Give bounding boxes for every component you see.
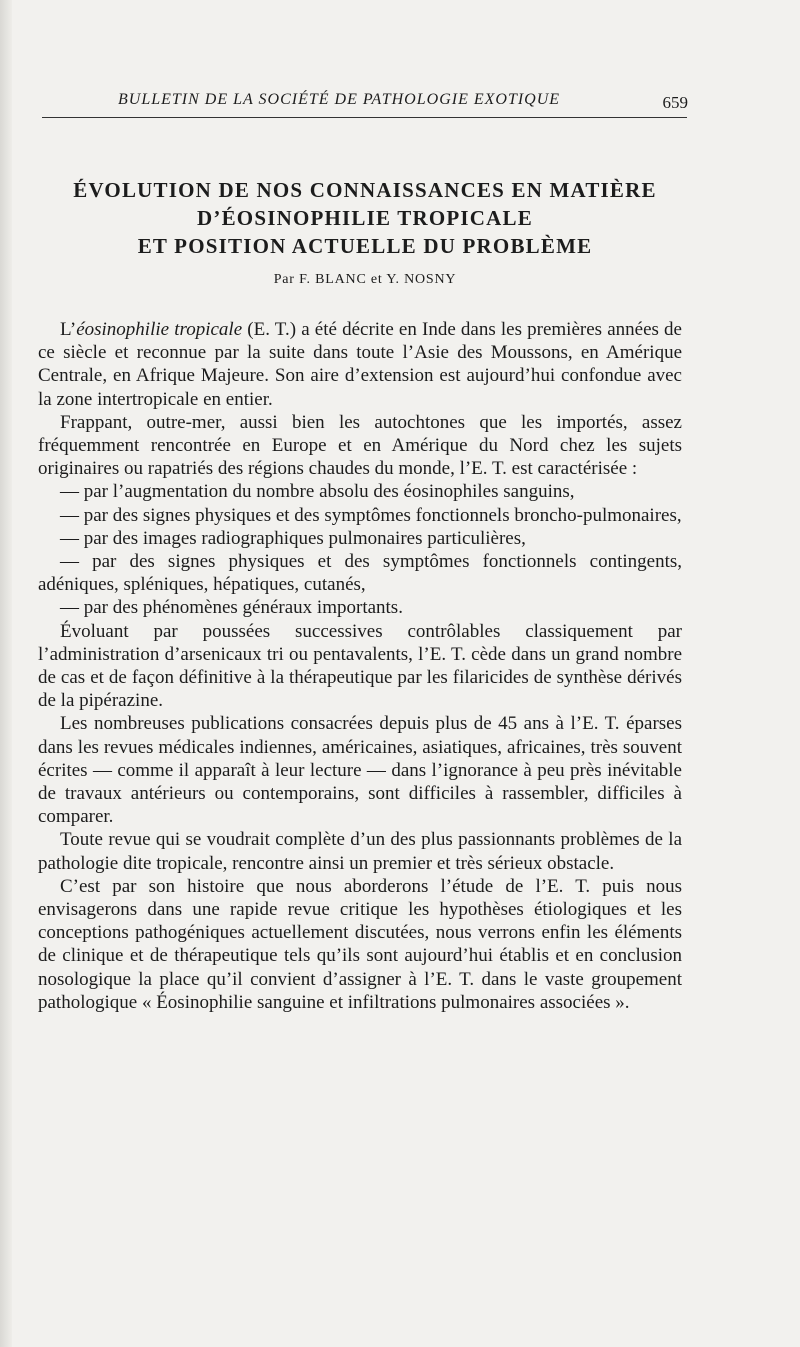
page-number: 659 bbox=[662, 93, 688, 112]
authors-byline: Par F. BLANC et Y. NOSNY bbox=[273, 272, 457, 287]
criteria-item: — par des phénomènes généraux importants. bbox=[60, 597, 403, 619]
paragraph: Frappant, outre-mer, aussi bien les autochtones que les importés, assez fréquemment rencontrée en Europe et en Amérique du Nord chez les sujets originaires ou rapatriés des régions chaudes du monde, l’E. T. est caractérisée : bbox=[38, 411, 682, 480]
intro-prefix: L’ bbox=[60, 319, 77, 340]
intro-paragraph bbox=[38, 318, 682, 411]
paragraph: Toute revue qui se voudrait complète d’un des plus passionnants problèmes de la pathologie dite tropicale, rencontre ainsi un premier et très sérieux obstacle. bbox=[38, 829, 682, 874]
journal-title: BULLETIN DE LA SOCIÉTÉ DE PATHOLOGIE EXOTIQUE bbox=[118, 91, 561, 108]
paragraph: Les nombreuses publications consacrées depuis plus de 45 ans à l’E. T. éparses dans les revues médicales indiennes, américaines, asiatiques, africaines, très souvent écrites — comme il apparaît à leur lecture — dans l’ignorance à peu près inévitable de travaux antérieurs ou contemporains, sont difficiles à rassembler, difficiles à comparer. bbox=[38, 713, 682, 828]
criteria-item: — par des signes physiques et des symptômes fonctionnels broncho-pulmonaires, bbox=[60, 504, 682, 526]
criteria-item: — par des signes physiques et des symptômes fonctionnels contingents, adéniques, spléniques, hépatiques, cutanés, bbox=[38, 551, 682, 596]
header-rule bbox=[42, 117, 687, 118]
title-line: D’ÉOSINOPHILIE TROPICALE bbox=[197, 206, 533, 230]
running-header bbox=[118, 91, 688, 115]
intro-term: éosinophilie tropicale bbox=[76, 319, 243, 340]
title-line: ÉVOLUTION DE NOS CONNAISSANCES EN MATIÈRE bbox=[73, 178, 657, 202]
title-line: ET POSITION ACTUELLE DU PROBLÈME bbox=[137, 234, 593, 258]
intro-rest: (E. T.) a été décrite en Inde dans les premières années de ce siècle et reconnue par la suite dans toute l’Asie des Moussons, en Amérique Centrale, en Afrique Majeure. Son aire d’extension est aujourd’hui confondue avec la zone intertropicale en entier. bbox=[38, 319, 682, 410]
criteria-item: — par l’augmentation du nombre absolu des éosinophiles sanguins, bbox=[60, 481, 575, 503]
article-title bbox=[40, 176, 690, 260]
criteria-item: — par des images radiographiques pulmonaires particulières, bbox=[60, 527, 526, 549]
article-body bbox=[38, 318, 682, 1014]
paragraph: C’est par son histoire que nous aborderons l’étude de l’E. T. puis nous envisagerons dans une rapide revue critique les hypothèses étiologiques et les conceptions pathogéniques actuellement discutées, nous verrons enfin les éléments de clinique et de thérapeutique tels qu’ils sont aujourd’hui établis et en conclusion nosologique la place qu’il convient d’assigner à l’E. T. dans le vaste groupement pathologique « Éosinophilie sanguine et infiltrations pulmonaires associées ». bbox=[38, 875, 682, 1013]
page-binding-edge bbox=[0, 0, 12, 1347]
paragraph: Évoluant par poussées successives contrôlables classiquement par l’administration d’arsenicaux tri ou pentavalents, l’E. T. cède dans un grand nombre de cas et de façon définitive à la thérapeutique par les filaricides de synthèse dérivés de la pipérazine. bbox=[38, 620, 682, 712]
